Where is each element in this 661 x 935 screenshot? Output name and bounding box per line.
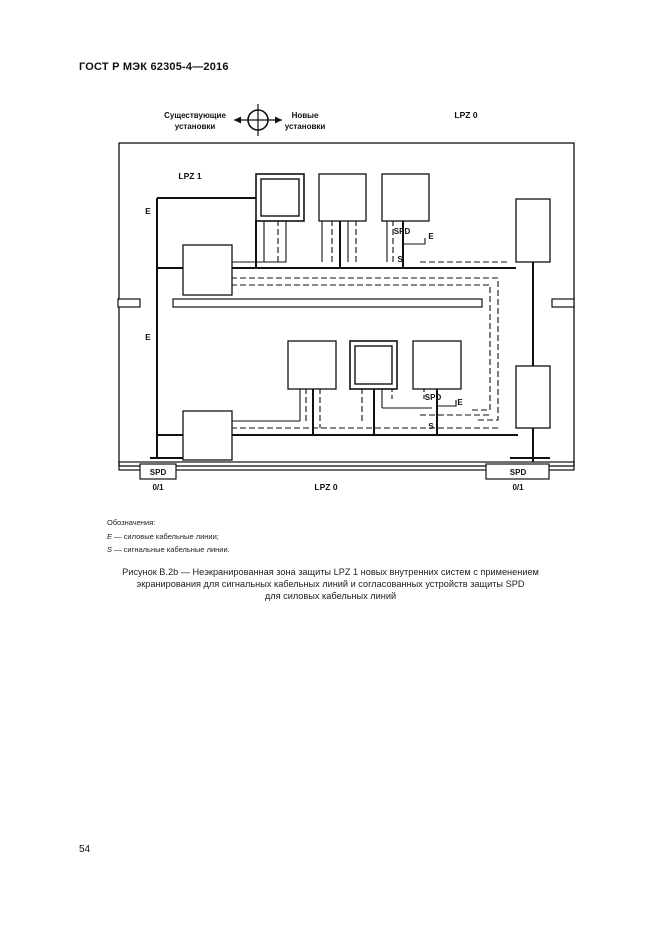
legend-signal-text: — сигнальные кабельные линии. bbox=[112, 545, 230, 554]
zone-lpz1-label: LPZ 1 bbox=[178, 171, 202, 181]
power-line-label-lower: E bbox=[145, 332, 151, 342]
shield-bar bbox=[173, 299, 482, 307]
caption-line-2: экранирования для сигнальных кабельных линий и согласованных устройств защиты SPD bbox=[136, 579, 525, 589]
existing-installations-label-1: Существующие bbox=[164, 111, 226, 120]
new-installations-label-1: Новые bbox=[291, 111, 319, 120]
entry-spd-right-label: SPD bbox=[509, 468, 527, 477]
spd-upper-signal-letter: S bbox=[397, 255, 403, 264]
document-code: ГОСТ Р МЭК 62305-4—2016 bbox=[79, 61, 229, 73]
equipment-box-lower-3 bbox=[413, 341, 461, 389]
power-line-label-upper: E bbox=[145, 206, 151, 216]
distribution-box-lower bbox=[183, 411, 232, 460]
caption-line-3: для силовых кабельных линий bbox=[264, 591, 397, 601]
equipment-box-lower-1 bbox=[288, 341, 336, 389]
page-number: 54 bbox=[79, 844, 91, 855]
spd-lower-power-letter: E bbox=[457, 398, 463, 407]
transition-arrow-icon bbox=[234, 104, 282, 136]
existing-installations-label-2: установки bbox=[174, 122, 216, 131]
legend-title: Обозначения: bbox=[107, 518, 156, 527]
spd-cabinet-lower bbox=[516, 366, 550, 428]
entry-spd-left-label: SPD bbox=[149, 468, 167, 477]
equipment-boxes bbox=[183, 174, 550, 460]
distribution-box-upper bbox=[183, 245, 232, 295]
legend-power-letter: E bbox=[107, 532, 113, 541]
boundary-label-right: 0/1 bbox=[512, 483, 524, 492]
signal-lines bbox=[231, 220, 510, 428]
spd-lower-signal-letter: S bbox=[428, 422, 434, 431]
spd-label-lower: SPD bbox=[424, 393, 442, 402]
boundary-label-left: 0/1 bbox=[152, 483, 164, 492]
caption-line-1: Рисунок B.2b — Неэкранированная зона защиты LPZ 1 новых внутренних систем с применением bbox=[122, 567, 539, 577]
legend-signal-letter: S bbox=[107, 545, 113, 554]
spd-label-upper: SPD bbox=[393, 227, 411, 236]
equipment-box-top-3 bbox=[382, 174, 429, 221]
legend-signal-item bbox=[107, 545, 230, 554]
zone-lpz0-bottom-label: LPZ 0 bbox=[314, 482, 338, 492]
legend-power-item bbox=[107, 532, 219, 541]
equipment-box-top-2 bbox=[319, 174, 366, 221]
spd-cabinet-upper bbox=[516, 199, 550, 262]
zone-lpz0-top-label: LPZ 0 bbox=[454, 110, 478, 120]
spd-upper-power-letter: E bbox=[428, 232, 434, 241]
new-installations-label-2: установки bbox=[284, 122, 326, 131]
legend-power-text: — силовые кабельные линии; bbox=[112, 532, 219, 541]
figure-caption bbox=[100, 566, 561, 602]
